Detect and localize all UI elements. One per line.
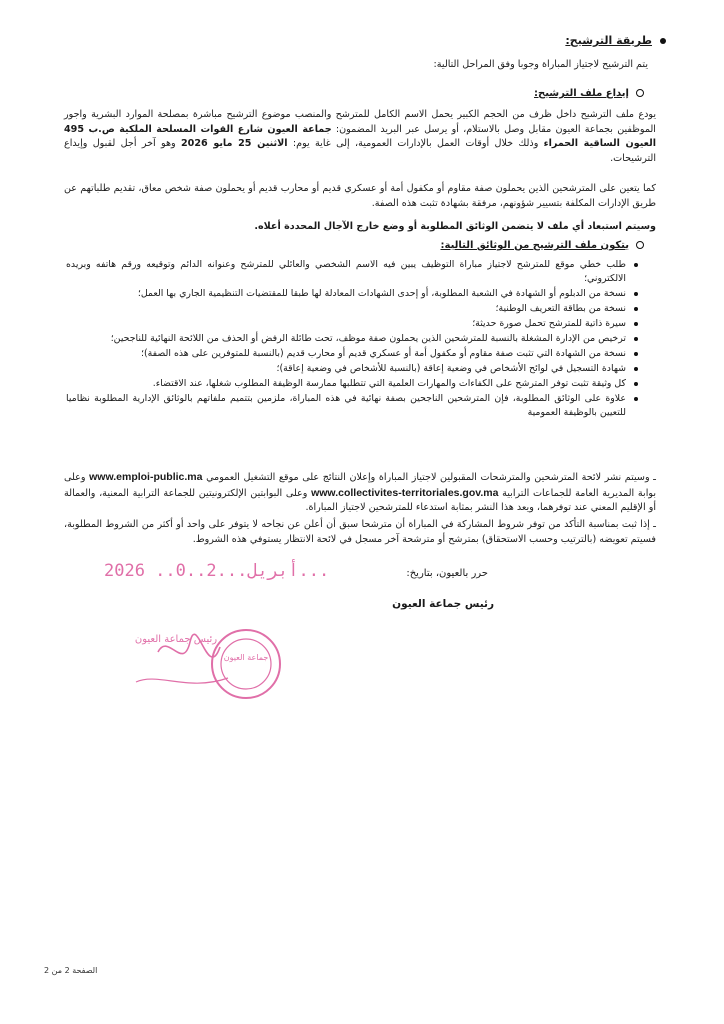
stamp-label: جماعة العيون	[223, 653, 269, 662]
deposit-paragraph: يودع ملف الترشيح داخل ظرف من الحجم الكبير يحمل الاسم الكامل للمترشح والمنصب موضوع الترشيح مباشرة بمصلحة الموارد البشرية واجور الموظفين بجماعة العيون مقابل وصل بالاستلام، أو يرسل عبر البريد المضمون: جماعة العيون شارع القوات المسلحة الملكية ص.ب 495 العيون الساقية الحمراء وذلك خلال أوقات العمل بالإدارات العمومية، إلى غاية يوم: الاثنين 25 مايو 2026 وهو آخر أجل لقبول وإيداع الترشيحات.	[64, 109, 656, 164]
bullet-icon	[660, 38, 666, 44]
list-item: ترخيص من الإدارة المشغلة بالنسبة للمترشحين الذين يحملون صفة موظف، تحت طائلة الرفض أو الحذف من اللائحة النهائية للناجحين؛	[66, 332, 638, 346]
special-status-paragraph: كما يتعين على المترشحين الذين يحملون صفة مقاوم أو مكفول أمة أو عسكري قديم أو محارب قديم أو يحملون صفة شخص معاق، تقديم طلباتهم عن طريق الإدارات المكلفة بتسيير شؤونهم، مرفقة بشهادة تثبت هذه الصفة.	[64, 183, 656, 209]
page-number: الصفحة 2 من 2	[44, 966, 98, 975]
date-stamp: 2026 ..أبريل...2..0...	[104, 561, 330, 581]
publication-paragraph: ـ وسيتم نشر لائحة المترشحين والمترشحات المقبولين لاجتياز المباراة وإعلان النتائج على موقع التشغيل العمومي www.emploi-public.ma وعلى بوابة المديرية العامة للجماعات الترابية www.collectivites-territoriales.gov.ma وعلى البوابتين الإلكترونيتين للجماعة الترابية المعنية، والعمالة أو الإقليم المعني عند توفرهما، ويعد هذا النشر بمثابة استدعاء للمترشحين لاجتياز المباراة.	[64, 471, 656, 513]
replacement-paragraph: ـ إذا ثبت بمناسبة التأكد من توفر شروط المشاركة في المباراة أن مترشحا سبق أن أعلن عن نجاحه لا يتوفر على واحد أو أكثر من الشروط المطلوبة، فسيتم تعويضه (بالترتيب وحسب الاستحقاق) بمترشح أو مترشحة آخر مسجل في لائحة الانتظار يستوفي هذه الشروط.	[64, 519, 656, 545]
emploi-public-link: www.emploi-public.ma	[89, 471, 203, 483]
documents-list	[66, 258, 638, 421]
signature-underline	[136, 678, 228, 683]
deposit-heading: إيداع ملف الترشيح:	[534, 88, 644, 99]
documents-heading: يتكون ملف الترشيح من الوثائق التالية:	[441, 240, 645, 251]
circle-bullet-icon	[636, 241, 644, 249]
list-item: نسخة من بطاقة التعريف الوطنية؛	[66, 302, 638, 316]
signature-label: رئيس جماعة العيون	[134, 634, 218, 645]
list-item: نسخة من الدبلوم أو الشهادة في الشعبة المطلوبة، أو إحدى الشهادات المعادلة لها طبقا للمقتضيات التنظيمية الجاري بها العمل؛	[66, 287, 638, 301]
list-item: طلب خطي موقع للمترشح لاجتياز مباراة التوظيف يبين فيه الاسم الشخصي والعائلي للمترشح وعنوانه الدائم وتوقيعه ورقم هاتفه وبريده الالكتروني؛	[66, 258, 638, 286]
intro-text: يتم الترشيح لاجتياز المباراة وجوبا وفق المراحل التالية:	[433, 59, 648, 70]
place-date-label: حرر بالعيون، بتاريخ:	[406, 568, 488, 579]
section-title: طريقة الترشيح:	[565, 34, 666, 47]
list-item: شهادة التسجيل في لوائح الأشخاص في وضعية إعاقة (بالنسبة للأشخاص في وضعية إعاقة)؛	[66, 362, 638, 376]
president-title: رئيس جماعة العيون	[392, 598, 494, 610]
signature-stamp-graphic	[128, 612, 298, 722]
list-item: سيرة ذاتية للمترشح تحمل صورة حديثة؛	[66, 317, 638, 331]
collectivites-link: www.collectivites-territoriales.gov.ma	[311, 486, 499, 499]
list-item: علاوة على الوثائق المطلوبة، فإن المترشحين الناجحين بصفة نهائية في هذه المباراة، ملزمين بتتميم ملفاتهم بالوثائق الإدارية المطلوبة نظاميا للتعيين بالوظيفة العمومية	[66, 392, 638, 420]
official-stamp-inner-ring	[221, 639, 271, 689]
exclusion-notice: وسيتم استبعاد أي ملف لا يتضمن الوثائق المطلوبة أو وضع خارج الآجال المحددة أعلاه.	[254, 221, 656, 232]
list-item: كل وثيقة تثبت توفر المترشح على الكفاءات والمهارات العلمية التي تتطلبها ممارسة الوظيفة المطلوب شغلها، عند الاقتضاء.	[66, 377, 638, 391]
official-stamp-outer-ring	[212, 630, 280, 698]
list-item: نسخة من الشهادة التي تثبت صفة مقاوم أو مكفول أمة أو عسكري قديم أو محارب قديم (بالنسبة للمتوفرين على هذه الصفة)؛	[66, 347, 638, 361]
circle-bullet-icon	[636, 89, 644, 97]
